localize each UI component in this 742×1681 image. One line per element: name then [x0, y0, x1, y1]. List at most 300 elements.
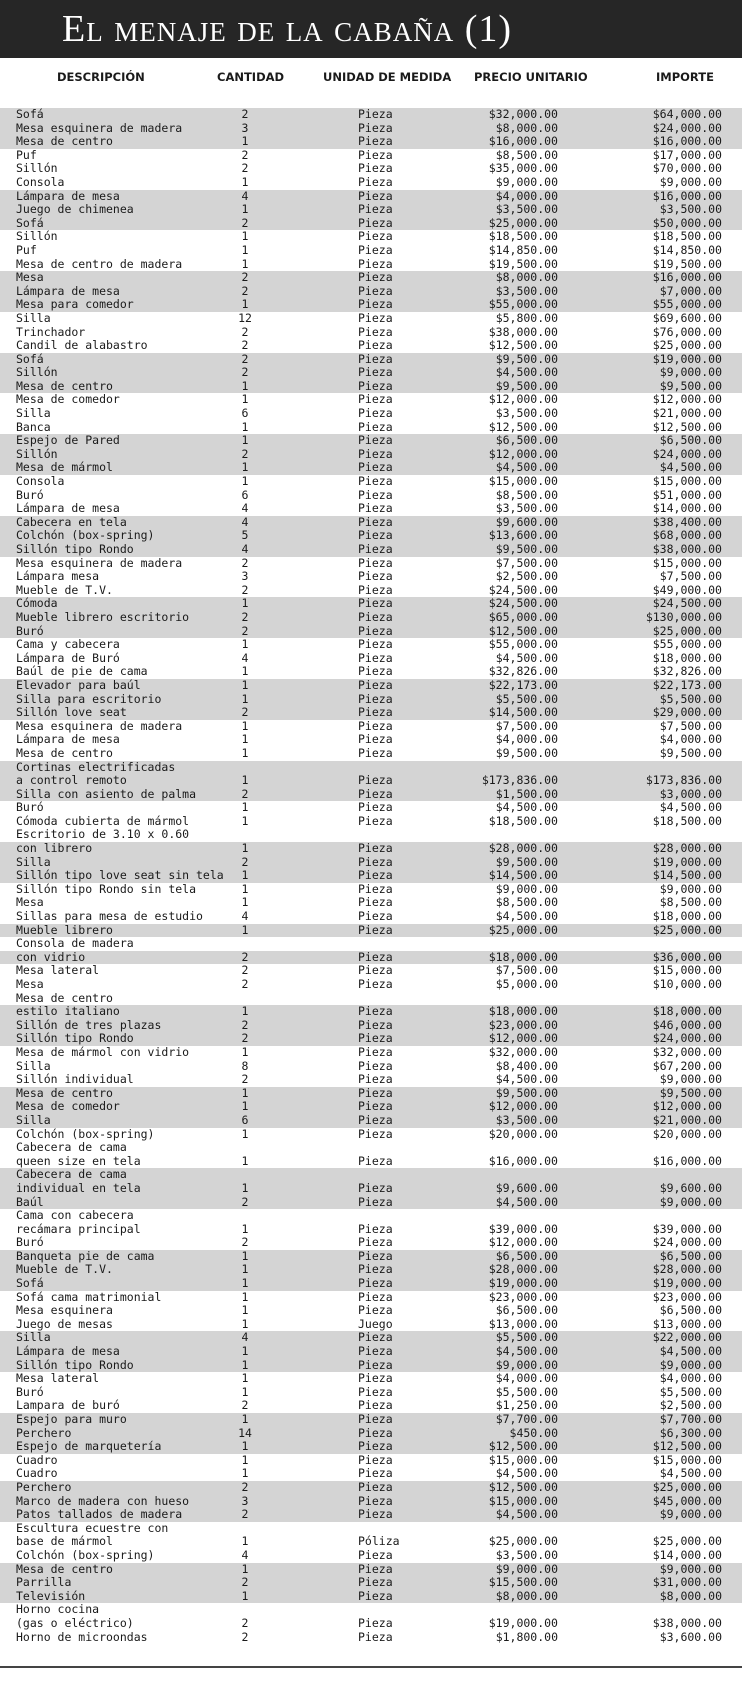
item-quantity: 1: [241, 773, 249, 788]
item-description: Escultura ecuestre con: [16, 1520, 169, 1535]
item-description: Sillón: [16, 161, 58, 176]
table-row: [0, 1576, 742, 1590]
item-total: $14,000.00: [652, 1547, 722, 1562]
item-quantity: 1: [241, 1126, 249, 1141]
item-quantity: 2: [241, 324, 249, 339]
item-description: Mesa de centro: [16, 134, 113, 149]
table-row: [0, 1087, 742, 1101]
item-total: $12,000.00: [652, 1099, 722, 1114]
item-unit-price: $4,500.00: [495, 1507, 558, 1522]
item-description: Sillón tipo Rondo sin tela: [16, 881, 197, 896]
table-row: [0, 978, 742, 992]
item-description: Banqueta pie de cama: [16, 1248, 155, 1263]
item-unit-price: $8,000.00: [495, 120, 558, 135]
table-row: [0, 1481, 742, 1495]
item-description: Puf: [16, 242, 37, 257]
table-row: [0, 964, 742, 978]
item-description: Mesa esquinera de madera: [16, 555, 183, 570]
table-row: [0, 1399, 742, 1413]
item-quantity: 6: [241, 1112, 249, 1127]
item-description: Mesa esquinera de madera: [16, 718, 183, 733]
table-row: [0, 910, 742, 924]
item-unit: Pieza: [358, 1466, 393, 1481]
table-row: [0, 1495, 742, 1509]
item-description: Cama y cabecera: [16, 637, 120, 652]
item-unit-price: $4,000.00: [495, 188, 558, 203]
item-quantity: 2: [241, 1031, 249, 1046]
item-unit: Pieza: [358, 351, 393, 366]
item-description: Mueble de T.V.: [16, 582, 113, 597]
item-unit-price: $2,500.00: [495, 569, 558, 584]
item-quantity: 2: [241, 147, 249, 162]
item-quantity: 2: [241, 283, 249, 298]
item-quantity: 2: [241, 949, 249, 964]
item-total: $29,000.00: [652, 705, 722, 720]
item-description: Sillón tipo Rondo: [16, 1357, 134, 1372]
item-total: $16,000.00: [652, 270, 722, 285]
item-description: Cómoda cubierta de mármol: [16, 813, 190, 828]
item-description: Silla: [16, 854, 51, 869]
table-row: [0, 1617, 742, 1631]
item-description: Sofá: [16, 215, 44, 230]
item-description: Buró: [16, 1235, 44, 1250]
table-row: [0, 312, 742, 326]
item-unit: Pieza: [358, 1371, 393, 1386]
item-quantity: 1: [241, 1439, 249, 1454]
item-unit: Pieza: [358, 501, 393, 516]
table-row: [0, 1263, 742, 1277]
item-unit: Pieza: [358, 474, 393, 489]
item-unit: Pieza: [358, 922, 393, 937]
item-quantity: 1: [241, 677, 249, 692]
item-unit: Pieza: [358, 270, 393, 285]
item-unit-price: $15,000.00: [488, 1452, 558, 1467]
table-row: [0, 1590, 742, 1604]
item-total: $8,500.00: [659, 895, 722, 910]
item-unit-price: $15,500.00: [488, 1575, 558, 1590]
table-row: [0, 516, 742, 530]
table-row: [0, 1467, 742, 1481]
item-total: $19,500.00: [652, 256, 722, 271]
table-row: [0, 122, 742, 136]
item-total: $6,500.00: [659, 1248, 722, 1263]
table-row: [0, 1372, 742, 1386]
item-quantity: 6: [241, 487, 249, 502]
item-description: Sillón love seat: [16, 705, 127, 720]
table-row: [0, 1413, 742, 1427]
item-quantity: 1: [241, 841, 249, 856]
item-unit-price: $9,500.00: [495, 542, 558, 556]
item-unit-price: $5,500.00: [495, 691, 558, 706]
item-quantity: 1: [241, 242, 249, 257]
table-row: [0, 856, 742, 870]
item-total: $19,000.00: [652, 1276, 722, 1291]
item-unit: Pieza: [358, 134, 393, 149]
table-row: [0, 1386, 742, 1400]
table-row: [0, 992, 742, 1006]
item-total: $15,000.00: [652, 963, 722, 978]
item-unit-price: $14,500.00: [488, 868, 558, 883]
table-row: [0, 1182, 742, 1196]
table-row: [0, 326, 742, 340]
item-unit: Pieza: [358, 1561, 393, 1576]
item-unit-price: $3,500.00: [495, 202, 558, 217]
item-unit-price: $3,500.00: [495, 283, 558, 298]
item-unit-price: $4,500.00: [495, 365, 558, 380]
table-row: [0, 951, 742, 965]
table-row: [0, 149, 742, 163]
item-unit-price: $6,500.00: [495, 1303, 558, 1318]
item-unit-price: $19,000.00: [488, 1615, 558, 1630]
table-row: [0, 217, 742, 231]
item-unit: Pieza: [358, 324, 393, 339]
item-total: $9,500.00: [659, 378, 722, 393]
item-total: $39,000.00: [652, 1221, 722, 1236]
item-unit-price: $23,000.00: [488, 1289, 558, 1304]
item-quantity: 2: [241, 705, 249, 720]
item-description: Mueble de T.V.: [16, 1262, 113, 1277]
item-quantity: 1: [241, 1085, 249, 1100]
item-description: Cuadro: [16, 1452, 58, 1467]
item-description: Lámpara de mesa: [16, 283, 120, 298]
item-quantity: 2: [241, 107, 249, 121]
item-unit-price: $9,500.00: [495, 351, 558, 366]
item-quantity: 1: [241, 1221, 249, 1236]
item-unit-price: $450.00: [509, 1425, 558, 1440]
table-row: [0, 176, 742, 190]
item-total: $22,173.00: [652, 677, 722, 692]
table-row: [0, 815, 742, 829]
item-description: Sillón: [16, 365, 58, 380]
item-total: $31,000.00: [652, 1575, 722, 1590]
item-quantity: 1: [241, 1276, 249, 1291]
item-unit: Pieza: [358, 1044, 393, 1059]
item-unit: Pieza: [358, 813, 393, 828]
item-total: $25,000.00: [652, 623, 722, 638]
item-description: Sofá cama matrimonial: [16, 1289, 162, 1304]
item-quantity: 4: [241, 501, 249, 516]
table-row: [0, 652, 742, 666]
item-unit: Pieza: [358, 229, 393, 244]
item-unit-price: $1,800.00: [495, 1629, 558, 1644]
item-unit: Pieza: [358, 256, 393, 271]
item-total: $18,500.00: [652, 813, 722, 828]
item-quantity: 2: [241, 351, 249, 366]
item-description: Espejo de Pared: [16, 433, 120, 448]
item-unit: Pieza: [358, 406, 393, 421]
table-header: [0, 64, 742, 90]
table-row: [0, 801, 742, 815]
item-quantity: 1: [241, 664, 249, 679]
item-quantity: 6: [241, 406, 249, 421]
table-row: [0, 135, 742, 149]
item-unit: Pieza: [358, 487, 393, 502]
item-description: Mesa lateral: [16, 1371, 100, 1386]
item-unit-price: $4,500.00: [495, 1466, 558, 1481]
table-row: [0, 448, 742, 462]
item-unit-price: $9,600.00: [495, 514, 558, 529]
item-unit-price: $19,500.00: [488, 256, 558, 271]
item-unit: Pieza: [358, 1425, 393, 1440]
item-unit-price: $9,500.00: [495, 378, 558, 393]
item-total: $69,600.00: [652, 310, 722, 325]
table-row: [0, 230, 742, 244]
item-total: $22,000.00: [652, 1330, 722, 1345]
item-quantity: 1: [241, 1384, 249, 1399]
item-unit-price: $8,400.00: [495, 1058, 558, 1073]
item-unit-price: $9,000.00: [495, 881, 558, 896]
item-description: Buró: [16, 800, 44, 815]
item-unit: Pieza: [358, 1344, 393, 1359]
item-quantity: 2: [241, 786, 249, 801]
table-row: [0, 638, 742, 652]
table-row: [0, 1060, 742, 1074]
item-total: $45,000.00: [652, 1493, 722, 1508]
table-row: [0, 869, 742, 883]
table-row: [0, 706, 742, 720]
item-quantity: 2: [241, 1479, 249, 1494]
item-unit-price: $12,500.00: [488, 338, 558, 353]
item-unit: Pieza: [358, 1153, 393, 1168]
item-unit-price: $5,500.00: [495, 1330, 558, 1345]
item-unit-price: $12,000.00: [488, 1099, 558, 1114]
table-row: [0, 1277, 742, 1291]
item-total: $12,500.00: [652, 419, 722, 434]
table-row: [0, 1549, 742, 1563]
item-unit: Pieza: [358, 1493, 393, 1508]
table-row: [0, 611, 742, 625]
item-unit-price: $25,000.00: [488, 1534, 558, 1549]
item-quantity: 2: [241, 446, 249, 461]
item-total: $51,000.00: [652, 487, 722, 502]
item-total: $46,000.00: [652, 1017, 722, 1032]
table-row: [0, 883, 742, 897]
item-quantity: 1: [241, 229, 249, 244]
item-unit-price: $12,000.00: [488, 1031, 558, 1046]
item-total: $38,400.00: [652, 514, 722, 529]
item-unit-price: $4,500.00: [495, 1072, 558, 1087]
item-unit: Pieza: [358, 1031, 393, 1046]
item-unit: Pieza: [358, 1547, 393, 1562]
item-unit-price: $4,000.00: [495, 1371, 558, 1386]
item-unit: Pieza: [358, 1072, 393, 1087]
item-quantity: 4: [241, 1547, 249, 1562]
item-total: $36,000.00: [652, 949, 722, 964]
item-quantity: 1: [241, 1357, 249, 1372]
item-total: $25,000.00: [652, 338, 722, 353]
item-description: Mesa de comedor: [16, 392, 120, 407]
item-unit: Pieza: [358, 773, 393, 788]
item-description: Cómoda: [16, 596, 58, 611]
item-quantity: 1: [241, 1180, 249, 1195]
item-unit: Pieza: [358, 949, 393, 964]
item-unit: Pieza: [358, 365, 393, 380]
item-total: $6,300.00: [659, 1425, 722, 1440]
item-quantity: 1: [241, 732, 249, 747]
item-description: Mesa esquinera: [16, 1303, 113, 1318]
item-description: Sillón: [16, 229, 58, 244]
table-row: [0, 298, 742, 312]
item-unit-price: $4,500.00: [495, 1194, 558, 1209]
table-row: [0, 380, 742, 394]
table-row: [0, 461, 742, 475]
item-description: Sillón tipo Rondo: [16, 542, 134, 556]
column-header-unit-price: PRECIO UNITARIO: [474, 70, 588, 84]
item-unit: Pieza: [358, 854, 393, 869]
item-total: $76,000.00: [652, 324, 722, 339]
item-unit-price: $9,000.00: [495, 1561, 558, 1576]
item-description: Mueble librero: [16, 922, 113, 937]
item-total: $25,000.00: [652, 1534, 722, 1549]
table-row: [0, 1440, 742, 1454]
item-description: Perchero: [16, 1479, 72, 1494]
item-unit-price: $9,500.00: [495, 745, 558, 760]
item-quantity: 2: [241, 582, 249, 597]
item-quantity: 1: [241, 297, 249, 312]
item-unit-price: $18,000.00: [488, 1004, 558, 1019]
item-description: Escritorio de 3.10 x 0.60: [16, 827, 190, 842]
item-unit-price: $8,500.00: [495, 487, 558, 502]
item-unit: Pieza: [358, 1099, 393, 1114]
item-description: Puf: [16, 147, 37, 162]
item-unit: Pieza: [358, 745, 393, 760]
item-unit-price: $14,850.00: [488, 242, 558, 257]
item-total: $3,600.00: [659, 1629, 722, 1644]
item-unit: Pieza: [358, 297, 393, 312]
item-quantity: 1: [241, 174, 249, 189]
item-total: $7,700.00: [659, 1412, 722, 1426]
item-description: Cuadro: [16, 1466, 58, 1481]
table-row: [0, 1236, 742, 1250]
item-unit: Pieza: [358, 392, 393, 407]
table-row: [0, 1073, 742, 1087]
table-row: [0, 1196, 742, 1210]
item-description: Lámpara de Buró: [16, 650, 120, 665]
item-unit-price: $18,500.00: [488, 813, 558, 828]
item-total: $24,000.00: [652, 120, 722, 135]
table-row: [0, 747, 742, 761]
item-total: $15,000.00: [652, 1452, 722, 1467]
item-quantity: 2: [241, 1017, 249, 1032]
table-row: [0, 733, 742, 747]
item-total: $50,000.00: [652, 215, 722, 230]
item-quantity: 1: [241, 1371, 249, 1386]
item-quantity: 14: [238, 1425, 252, 1440]
item-quantity: 2: [241, 365, 249, 380]
item-description: Televisión: [16, 1588, 86, 1603]
item-quantity: 1: [241, 895, 249, 910]
item-total: $15,000.00: [652, 474, 722, 489]
table-row: [0, 937, 742, 951]
table-row: [0, 1046, 742, 1060]
item-quantity: 2: [241, 1194, 249, 1209]
bottom-rule: [0, 1666, 742, 1668]
item-description: Elevador para baúl: [16, 677, 141, 692]
table-row: [0, 693, 742, 707]
item-unit: Pieza: [358, 596, 393, 611]
item-unit: Pieza: [358, 637, 393, 652]
item-quantity: 1: [241, 1153, 249, 1168]
item-quantity: 1: [241, 1588, 249, 1603]
item-unit: Pieza: [358, 433, 393, 448]
table-row: [0, 1114, 742, 1128]
table-row: [0, 285, 742, 299]
item-quantity: 1: [241, 392, 249, 407]
item-unit-price: $1,250.00: [495, 1398, 558, 1413]
table-row: [0, 625, 742, 639]
item-quantity: 1: [241, 1561, 249, 1576]
item-unit: Pieza: [358, 1412, 393, 1426]
item-description: Silla: [16, 310, 51, 325]
item-unit-price: $3,500.00: [495, 501, 558, 516]
item-description: Buró: [16, 623, 44, 638]
item-unit: Pieza: [358, 868, 393, 883]
table-row: [0, 489, 742, 503]
item-total: $9,600.00: [659, 1180, 722, 1195]
item-unit: Pieza: [358, 691, 393, 706]
item-quantity: 1: [241, 691, 249, 706]
item-unit: Pieza: [358, 1629, 393, 1644]
item-unit-price: $5,500.00: [495, 1384, 558, 1399]
item-total: $17,000.00: [652, 147, 722, 162]
item-unit-price: $7,500.00: [495, 555, 558, 570]
item-quantity: 2: [241, 963, 249, 978]
item-total: $4,500.00: [659, 460, 722, 475]
item-unit: Pieza: [358, 650, 393, 665]
item-unit: Pieza: [358, 1303, 393, 1318]
item-description: Horno cocina: [16, 1602, 100, 1617]
item-unit: Pieza: [358, 609, 393, 624]
item-unit: Pieza: [358, 1004, 393, 1019]
table-row: [0, 1359, 742, 1373]
item-unit: Pieza: [358, 705, 393, 720]
item-description: Cortinas electrificadas: [16, 759, 176, 774]
item-quantity: 1: [241, 1289, 249, 1304]
item-quantity: 4: [241, 650, 249, 665]
item-unit-price: $24,500.00: [488, 596, 558, 611]
item-unit-price: $9,000.00: [495, 174, 558, 189]
item-total: $7,500.00: [659, 569, 722, 584]
item-unit-price: $25,000.00: [488, 215, 558, 230]
item-description: Mesa de centro: [16, 1561, 113, 1576]
item-unit-price: $12,500.00: [488, 419, 558, 434]
table-row: [0, 339, 742, 353]
item-unit: Pieza: [358, 147, 393, 162]
item-unit-price: $20,000.00: [488, 1126, 558, 1141]
item-quantity: 1: [241, 868, 249, 883]
item-unit: Pieza: [358, 623, 393, 638]
item-total: $18,000.00: [652, 1004, 722, 1019]
item-quantity: 2: [241, 215, 249, 230]
item-quantity: 2: [241, 1615, 249, 1630]
item-unit: Pieza: [358, 977, 393, 991]
item-unit: Pieza: [358, 528, 393, 543]
item-description: Silla con asiento de palma: [16, 786, 197, 801]
column-header-unit: UNIDAD DE MEDIDA: [323, 70, 452, 84]
item-description: Espejo de marquetería: [16, 1439, 162, 1454]
item-quantity: 1: [241, 474, 249, 489]
item-description: queen size en tela: [16, 1153, 141, 1168]
item-description: Silla: [16, 406, 51, 421]
item-quantity: 1: [241, 596, 249, 611]
item-unit-price: $12,000.00: [488, 392, 558, 407]
item-unit: Pieza: [358, 1289, 393, 1304]
item-quantity: 1: [241, 922, 249, 937]
item-total: $24,500.00: [652, 596, 722, 611]
item-unit-price: $12,500.00: [488, 623, 558, 638]
table-row: [0, 1427, 742, 1441]
item-unit: Pieza: [358, 1017, 393, 1032]
